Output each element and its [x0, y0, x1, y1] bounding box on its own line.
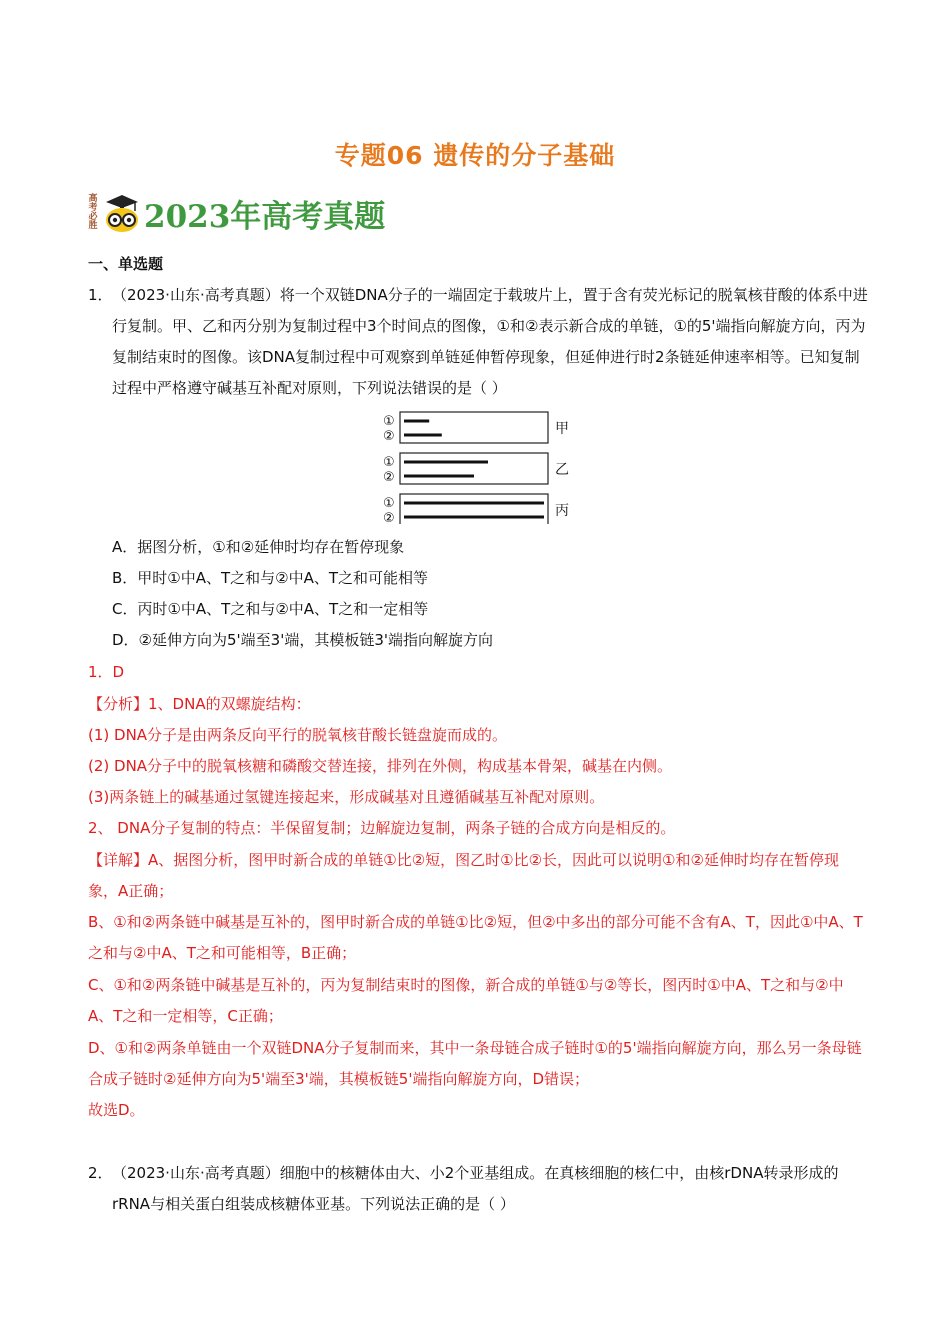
banner-side-char: 胜	[88, 221, 98, 231]
question-number: 1．	[88, 286, 113, 304]
figure-frame	[400, 494, 548, 524]
banner-side-char: 高	[88, 194, 98, 204]
section-banner	[86, 190, 385, 236]
figure-row-label: 丙	[555, 503, 569, 519]
explanation-d: D、①和②两条单链由一个双链DNA分子复制而来，其中一条母链合成子链时①的5'端指向解旋方向，那么另一条母链合成子链时②延伸方向为5'端至3'端，其模板链5'端指向解旋方向，D错误；	[88, 1039, 862, 1088]
analysis-line: 【分析】1、DNA的双螺旋结构：	[88, 695, 311, 713]
option-b: B．甲时①中A、T之和与②中A、T之和可能相等	[112, 569, 429, 587]
conclusion: 故选D。	[88, 1101, 145, 1119]
analysis-line: (1) DNA分子是由两条反向平行的脱氧核苷酸长链盘旋而成的。	[88, 726, 508, 744]
strand-label-2: ②	[383, 470, 395, 485]
option-a: A．据图分析，①和②延伸时均存在暂停现象	[112, 538, 405, 556]
option-c: C．丙时①中A、T之和与②中A、T之和一定相等	[112, 600, 429, 618]
option-d: D．②延伸方向为5'端至3'端，其模板链3'端指向解旋方向	[112, 631, 494, 649]
answer-line: 1．D	[88, 663, 125, 681]
question-text: （2023·山东·高考真题）细胞中的核糖体由大、小2个亚基组成。在真核细胞的核仁中，由核rDNA转录形成的rRNA与相关蛋白组装成核糖体亚基。下列说法正确的是（ ）	[112, 1164, 839, 1213]
section-heading: 一、单选题	[88, 255, 164, 273]
explanation-a: 【详解】A、据图分析，图甲时新合成的单链①比②短，图乙时①比②长，因此可以说明①和②延伸时均存在暂停现象，A正确；	[88, 851, 839, 900]
banner-title: 2023年高考真题	[144, 198, 386, 235]
strand-label-2: ②	[383, 511, 395, 524]
figure-row-label: 乙	[555, 462, 569, 478]
figure-frame	[400, 453, 548, 484]
strand-label-1: ①	[383, 496, 395, 511]
explanation-c: C、①和②两条链中碱基是互补的，丙为复制结束时的图像，新合成的单链①与②等长，图丙时①中A、T之和与②中A、T之和一定相等，C正确；	[88, 976, 844, 1025]
analysis-line: (2) DNA分子中的脱氧核糖和磷酸交替连接，排列在外侧，构成基本骨架，碱基在内侧。	[88, 757, 673, 775]
figure-frame	[400, 412, 548, 443]
strand-label-1: ①	[383, 414, 395, 429]
question-1	[88, 280, 868, 404]
strand-label-1: ①	[383, 455, 395, 470]
banner-side-text	[86, 195, 100, 231]
figure-row-label: 甲	[555, 421, 569, 437]
analysis-line: (3)两条链上的碱基通过氢键连接起来，形成碱基对且遵循碱基互补配对原则。	[88, 788, 605, 806]
banner-side-char: 必	[88, 212, 98, 222]
banner-side-char: 考	[88, 203, 98, 213]
dna-replication-figure	[380, 409, 580, 524]
question-2	[88, 1158, 868, 1220]
question-text: （2023·山东·高考真题）将一个双链DNA分子的一端固定于载玻片上，置于含有荧光标记的脱氧核苷酸的体系中进行复制。甲、乙和丙分别为复制过程中3个时间点的图像，①和②表示新合成的单链，①的5'端指向解旋方向，丙为复制结束时的图像。该DNA复制过程中可观察到单链延伸暂停现象，但延伸进行时2条链延伸速率相等。已知复制过程中严格遵守碱基互补配对原则，下列说法错误的是（ ）	[112, 286, 868, 397]
analysis-line: 2、 DNA分子复制的特点：半保留复制；边解旋边复制，两条子链的合成方向是相反的。	[88, 819, 676, 837]
question-number: 2．	[88, 1164, 113, 1182]
strand-label-2: ②	[383, 429, 395, 444]
page-title: 专题06 遗传的分子基础	[334, 141, 616, 170]
owl-graduate-icon	[104, 193, 140, 233]
explanation-b: B、①和②两条链中碱基是互补的，图甲时新合成的单链①比②短，但②中多出的部分可能不含有A、T，因此①中A、T之和与②中A、T之和可能相等，B正确；	[88, 913, 863, 962]
